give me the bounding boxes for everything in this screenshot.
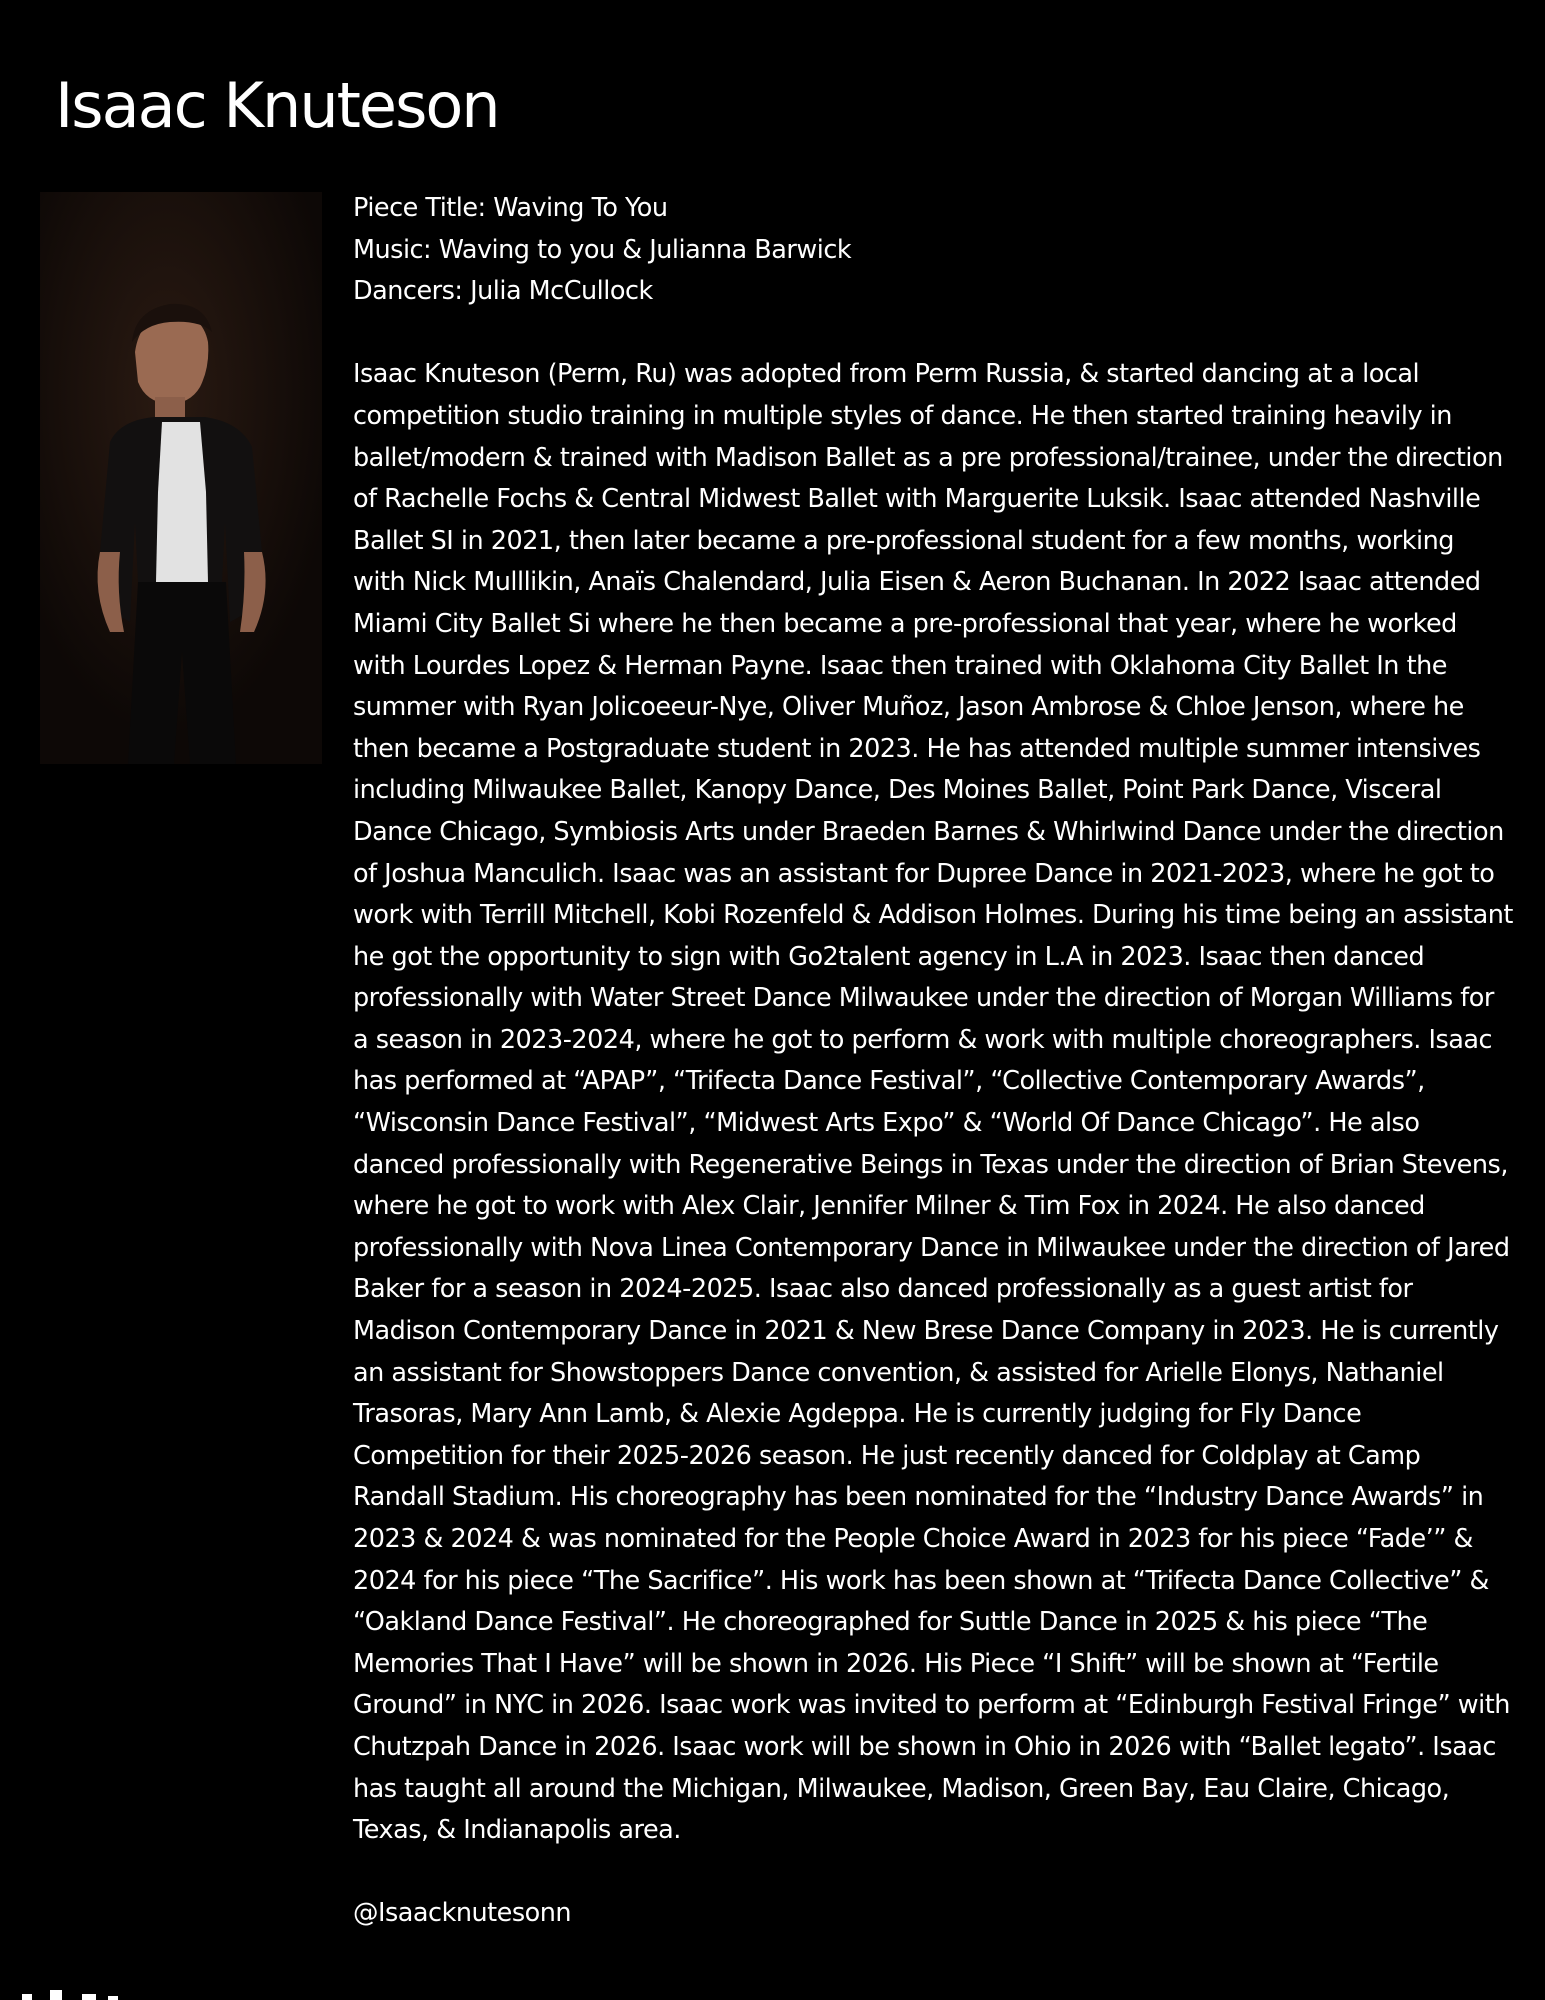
page-title: Isaac Knuteson [55, 69, 499, 142]
portrait-figure [40, 192, 322, 764]
dancers-line: Dancers: Julia McCullock [353, 276, 653, 307]
social-handle: @Isaacknutesonn [353, 1898, 572, 1929]
music-line: Music: Waving to you & Julianna Barwick [353, 234, 852, 265]
bio-paragraph: Isaac Knuteson (Perm, Ru) was adopted from Perm Russia, & started dancing at a local competition studio training in multiple styles of dance. He then started training heavily in ballet/modern & trained with Madison Ballet as a pre professional/trainee, under the direction of Rachelle Fochs & Central Midwest Ballet with Marguerite Luksik. Isaac attended Nashville Ballet SI in 2021, then later became a pre-professional student for a few months, working with Nick Mulllikin, Anaïs Chalendard, Julia Eisen & Aeron Buchanan. In 2022 Isaac attended Miami City Ballet Si where he then became a pre-professional that year, where he worked with Lourdes Lopez & Herman Payne. Isaac then trained with Oklahoma City Ballet In the summer with Ryan Jolicoeeur-Nye, Oliver Muñoz, Jason Ambrose & Chloe Jenson, where he then became a Postgraduate student in 2023. He has attended multiple summer intensives including Milwaukee Ballet, Kanopy Dance, Des Moines Ballet, Point Park Dance, Visceral Dance Chicago, Symbiosis Arts under Braeden Barnes & Whirlwind Dance under the direction of Joshua Manculich. Isaac was an assistant for Dupree Dance in 2021-2023, where he got to work with Terrill Mitchell, Kobi Rozenfeld & Addison Holmes. During his time being an assistant he got the opportunity to sign with Go2talent agency in L.A in 2023. Isaac then danced professionally with Water Street Dance Milwaukee under the direction of Morgan Williams for a season in 2023-2024, where he got to perform & work with multiple choreographers. Isaac has performed at “APAP”, “Trifecta Dance Festival”, “Collective Contemporary Awards”, “Wisconsin Dance Festival”, “Midwest Arts Expo” & “World Of Dance Chicago”. He also danced professionally with Regenerative Beings in Texas under the direction of Brian Stevens, where he got to work with Alex Clair, Jennifer Milner & Tim Fox in 2024. He also danced professionally with Nova Linea Contemporary Dance in Milwaukee under the direction of Jared Baker for a season in 2024-2025. Isaac also danced professionally as a guest artist for Madison Contemporary Dance in 2021 & New Brese Dance Company in 2023. He is currently an assistant for Showstoppers Dance convention, & assisted for Arielle Elonys, Nathaniel Trasoras, Mary Ann Lamb, & Alexie Agdeppa. He is currently judging for Fly Dance Competition for their 2025-2026 season. He just recently danced for Coldplay at Camp Randall Stadium. His choreography has been nominated for the “Industry Dance Awards” in 2023 & 2024 & was nominated for the People Choice Award in 2023 for his piece “Fade’” & 2024 for his piece “The Sacrifice”. His work has been shown at “Trifecta Dance Collective” & “Oakland Dance Festival”. He choreographed for Suttle Dance in 2025 & his piece “The Memories That I Have” will be shown in 2026. His Piece “I Shift” will be shown at “Fertile Ground” in NYC in 2026. Isaac work was invited to perform at “Edinburgh Festival Fringe” with Chutzpah Dance in 2026. Isaac work will be shown in Ohio in 2026 with “Ballet legato”. Isaac has taught all around the Michigan, Milwaukee, Madison, Green Bay, Eau Claire, Chicago, Texas, & Indianapolis area. [353, 359, 1513, 1846]
text-column [353, 188, 1513, 1935]
piece-title-line: Piece Title: Waving To You [353, 193, 668, 223]
decorative-corner-mark [22, 1990, 118, 2000]
portrait-photo [40, 192, 322, 764]
